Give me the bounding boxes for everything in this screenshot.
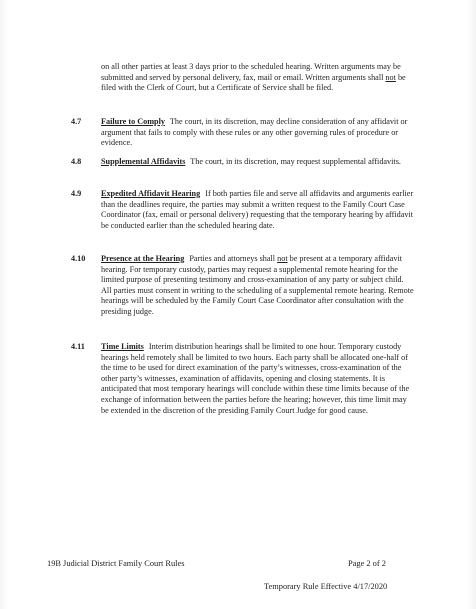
- section-text-b: be present at a temporary affidavit hearing. For temporary custody, parties may request a supplemental remote hearing for the limited purpose of presenting testimony and cross-examination of any party or subject child. All parties must consent in writing to the scheduling of a supplemental remote hearing. Remote hearings will be scheduled by the Family Court Case Coordinator after consultation with the presiding judge.: [101, 254, 414, 316]
- section-text: Interim distribution hearings shall be limited to one hour. Temporary custody hearings held remotely shall be limited to two hours. Each party shall be allocated one-half of the time to be used for direct examination of the party’s witnesses, cross-examination of the other party’s witnesses, examination of affidavits, opening and closing statements. It is anticipated that most temporary hearings will conclude within these time limits because of the exchange of information between the parties before the hearing; however, this time limit may be extended in the discretion of the presiding Family Court Judge for good cause.: [101, 342, 410, 415]
- section-body: [101, 157, 414, 168]
- section-heading: Presence at the Hearing: [101, 254, 185, 263]
- section-text-not: not: [277, 254, 288, 263]
- section-body: [101, 342, 414, 416]
- section-text: If both parties file and serve all affidavits and arguments earlier than the deadlines require, the parties may submit a written request to the Family Court Case Coordinator (fax, email or personal delivery) requesting that the temporary hearing by affidavit be conducted earlier than the scheduled hearing date.: [101, 189, 414, 230]
- footer-title: 19B Judicial District Family Court Rules: [47, 559, 185, 568]
- section-text-a: Parties and attorneys shall: [189, 254, 278, 263]
- section-body: [101, 254, 414, 318]
- section-text: The court, in its discretion, may decline consideration of any affidavit or argument that fails to comply with these rules or any other governing rules of procedure or evidence.: [101, 117, 408, 148]
- section-number: 4.8: [71, 157, 82, 166]
- intro-text-a: on all other parties at least 3 days prior to the scheduled hearing. Written arguments may be submitted and served by personal delivery, fax, mail or email. Written arguments shall: [101, 62, 401, 82]
- section-heading: Failure to Comply: [101, 117, 165, 126]
- section-text: The court, in its discretion, may request supplemental affidavits.: [190, 157, 401, 166]
- section-number: 4.11: [71, 342, 85, 351]
- section-heading: Time Limits: [101, 342, 144, 351]
- section-heading: Supplemental Affidavits: [101, 157, 186, 166]
- footer-effective-date: Temporary Rule Effective 4/17/2020: [264, 582, 388, 591]
- section-number: 4.10: [71, 254, 86, 263]
- section-heading: Expedited Affidavit Hearing: [101, 189, 201, 198]
- section-number: 4.9: [71, 189, 82, 198]
- intro-text-b: be filed with the Clerk of Court, but a Certificate of Service shall be filed.: [101, 72, 406, 93]
- footer-page-number: Page 2 of 2: [348, 559, 386, 568]
- section-body: [101, 117, 414, 149]
- intro-paragraph: [101, 62, 414, 94]
- section-number: 4.7: [71, 117, 82, 126]
- intro-text-not: not: [385, 72, 396, 82]
- section-body: [101, 189, 414, 231]
